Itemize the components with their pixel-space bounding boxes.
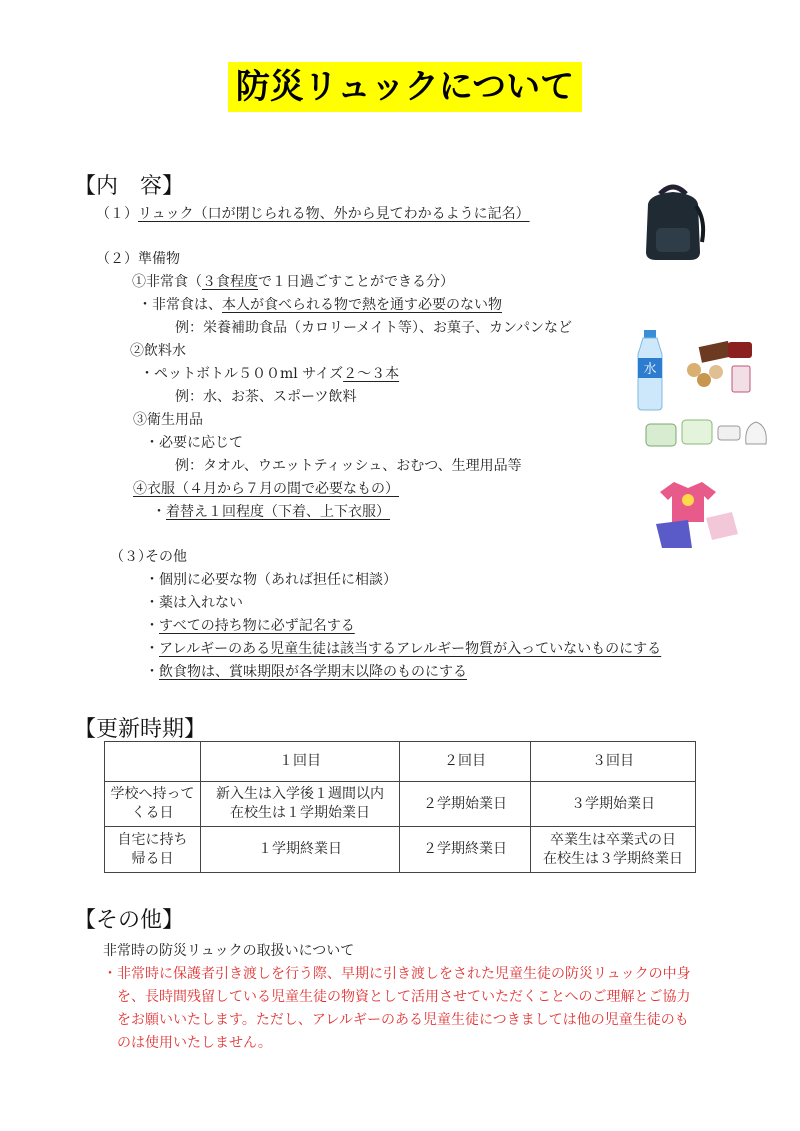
food-heading [132,273,454,291]
row-label-line: 自宅に持ち [117,831,188,848]
others-item-text: すべての持ち物に必ず記名する [159,618,355,634]
food-heading-underlined: ３食程度 [202,274,258,290]
table-cell: ３学期始業日 [531,782,696,827]
table-row [105,827,696,873]
table-header-row [105,742,696,782]
table-cell: ２学期始業日 [400,782,531,827]
backpack-icon [638,180,708,262]
schedule-heading: 【更新時期】 [74,717,207,742]
table-cell [531,827,696,873]
other-heading: 【その他】 [74,908,185,933]
item1-text: リュック（口が閉じられる物、外から見てわかるように記名） [138,206,530,222]
notice-line: のは使用いたしません。 [117,1035,272,1051]
food-line-a: ・非常食は、 [138,297,222,313]
clothes-heading: ④衣服（４月から７月の間で必要なもの） [133,481,399,497]
others-item [145,663,467,681]
cell-line: 新入生は入学後１週間以内 [216,786,384,802]
item3-number: （３） [110,549,152,565]
hygiene-line: ・必要に応じて [145,435,243,451]
bullet-dot: ・ [145,595,159,611]
other-subtitle: 非常時の防災リュックの取扱いについて [103,943,355,959]
others-item [145,640,661,658]
water-line-underlined: ２～３本 [343,366,400,382]
row-label-line: くる日 [131,805,174,821]
notice-line: をお願いいたします。ただし、アレルギーのある児童生徒につきましては他の児童生徒のも [117,1012,689,1028]
item2-number: （２） [96,251,138,267]
others-item-text: アレルギーのある児童生徒は該当するアレルギー物質が入っていないものにする [159,641,662,657]
snacks-icon [684,340,758,396]
clothes-line-a: ・ [152,504,166,520]
others-item-text: 個別に必要な物（あれば担任に相談） [159,572,397,588]
water-line [140,365,399,383]
food-heading-b: で１日過ごすことができる分） [258,274,454,290]
clothes-line [152,503,390,521]
others-item [145,594,243,612]
water-bottle-icon [632,330,668,412]
bullet-dot: ・ [145,618,159,634]
table-cell: １学期終業日 [201,827,400,873]
table-header-cell: ３回目 [531,742,696,782]
others-item-text: 飲食物は、賞味期限が各学期末以降のものにする [159,664,467,680]
cell-line: 卒業生は卒業式の日 [550,831,676,848]
notice-line: ・非常時に保護者引き渡しを行う際、早期に引き渡しをされた児童生徒の防災リュックの中身 [103,966,691,982]
food-line [138,296,502,314]
others-item [145,617,355,635]
contents-heading: 【内 容】 [74,174,185,199]
food-line-underlined: 本人が食べられる物で熱を通す必要のない物 [222,297,502,313]
water-heading: ②飲料水 [130,343,186,359]
table-header-cell: ２回目 [400,742,531,782]
table-cell [201,782,400,827]
bullet-dot: ・ [145,641,159,657]
schedule-table [104,741,696,873]
clothes-icon [652,478,742,550]
row-label-line: 帰る日 [131,850,174,867]
row-label-line: 学校へ持って [110,786,195,802]
clothes-line-underlined: 着替え１回程度（下着、上下衣服） [166,504,390,520]
item2-text: 準備物 [138,251,180,267]
table-row [105,782,696,827]
table-cell: ２学期終業日 [400,827,531,873]
item3-text: その他 [145,549,187,565]
page-title: 防災リュックについて [228,62,582,112]
others-item [145,571,397,589]
table-row-label [105,827,201,873]
notice-line: を、長時間残留している児童生徒の物資として活用させていただくことへのご理解とご協力 [117,989,691,1005]
table-header-cell: １回目 [201,742,400,782]
cell-line: 在校生は３学期終業日 [543,850,683,867]
food-example: 例：栄養補助食品（カロリーメイト等）、お菓子、カンパンなど [175,320,573,336]
table-header-cell [105,742,201,782]
table-row-label [105,782,201,827]
water-line-a: ・ペットボトル５００ml サイズ [140,366,344,382]
hygiene-heading: ③衛生用品 [133,412,203,428]
others-item-text: 薬は入れない [159,595,243,611]
cell-line: 在校生は１学期始業日 [230,805,370,821]
bullet-dot: ・ [145,664,159,680]
water-bottle-label: 水 [643,362,657,377]
hygiene-items-icon [644,412,770,452]
water-example: 例：水、お茶、スポーツ飲料 [175,389,357,405]
item1-number: （１） [96,206,138,222]
bullet-dot: ・ [145,572,159,588]
food-heading-a: ①非常食（ [132,274,202,290]
hygiene-example: 例：タオル、ウエットティッシュ、おむつ、生理用品等 [175,458,522,474]
